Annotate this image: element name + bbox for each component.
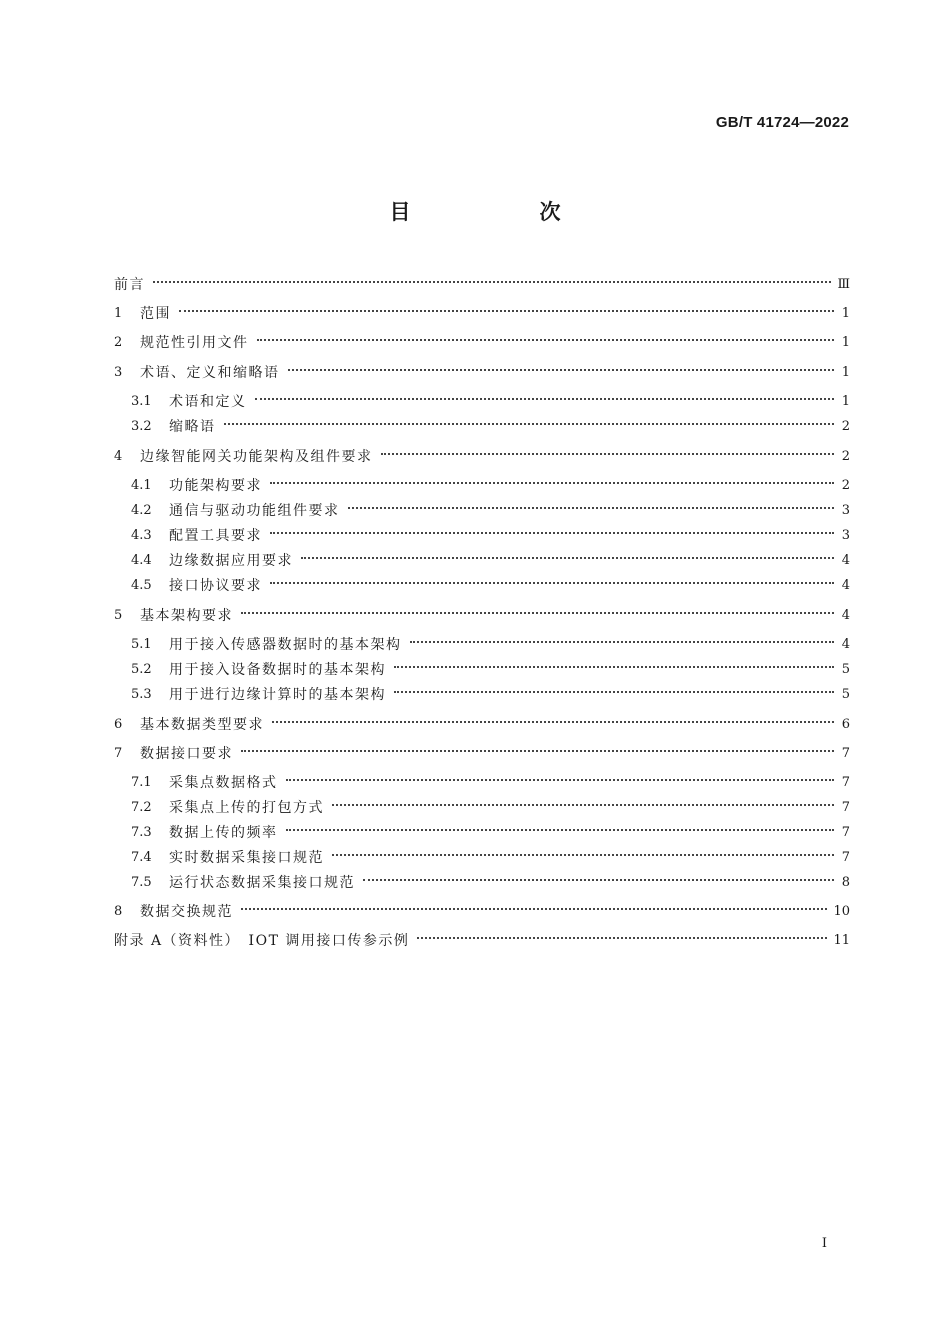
standard-number: GB/T 41724—2022 xyxy=(715,114,849,131)
toc-entry-label: 范围 xyxy=(140,306,171,322)
page-folio: Ⅰ xyxy=(821,1236,827,1251)
toc-entry-page: 2 xyxy=(841,418,850,434)
toc-entry-page: 4 xyxy=(841,577,850,593)
toc-entry-label: 用于接入设备数据时的基本架构 xyxy=(169,662,386,678)
toc-entry-4-2[interactable] xyxy=(131,498,850,522)
dot-leader xyxy=(272,721,834,723)
toc-entry-appendix-a[interactable] xyxy=(114,928,850,952)
toc-entry-page: 4 xyxy=(841,607,850,623)
toc-entry-7-4[interactable] xyxy=(131,845,850,869)
dot-leader xyxy=(224,423,835,425)
dot-leader xyxy=(301,557,834,559)
toc-entry-label: 采集点上传的打包方式 xyxy=(169,800,324,816)
toc-entry-number: 7.4 xyxy=(131,849,152,865)
toc-entry-page: 7 xyxy=(841,745,850,761)
dot-leader xyxy=(288,369,835,371)
dot-leader xyxy=(286,829,835,831)
toc-entry-5[interactable] xyxy=(114,603,850,627)
toc-entry-page: 7 xyxy=(841,849,850,865)
dot-leader xyxy=(270,582,834,584)
toc-entry-label: 采集点数据格式 xyxy=(169,775,278,791)
toc-entry-label: 数据上传的频率 xyxy=(169,825,278,841)
toc-entry-number: 1 xyxy=(114,305,123,321)
toc-entry-4[interactable] xyxy=(114,444,850,468)
dot-leader xyxy=(241,612,834,614)
dot-leader xyxy=(381,453,835,455)
toc-entry-label: 功能架构要求 xyxy=(169,478,262,494)
toc-entry-4-5[interactable] xyxy=(131,573,850,597)
toc-entry-label: 用于接入传感器数据时的基本架构 xyxy=(169,637,402,653)
toc-entry-label: 基本架构要求 xyxy=(140,608,233,624)
toc-entry-5-1[interactable] xyxy=(131,632,850,656)
toc-entry-label: 规范性引用文件 xyxy=(140,335,249,351)
toc-entry-1[interactable] xyxy=(114,301,850,325)
toc-entry-number: 5.2 xyxy=(131,661,152,677)
toc-entry-label: 术语、定义和缩略语 xyxy=(140,365,280,381)
dot-leader xyxy=(241,750,834,752)
toc-entry-number: 4.3 xyxy=(131,527,152,543)
toc-entry-number: 5 xyxy=(114,607,123,623)
toc-entry-label: 用于进行边缘计算时的基本架构 xyxy=(169,687,386,703)
toc-entry-number: 4.4 xyxy=(131,552,152,568)
page-title: 目 次 xyxy=(389,200,615,224)
toc-entry-number: 3.1 xyxy=(131,393,152,409)
toc-entry-label: 边缘智能网关功能架构及组件要求 xyxy=(140,449,373,465)
toc-entry-7-5[interactable] xyxy=(131,870,850,894)
toc-entry-page: 7 xyxy=(841,824,850,840)
dot-leader xyxy=(270,482,834,484)
toc-entry-number: 2 xyxy=(114,334,123,350)
dot-leader xyxy=(417,937,827,939)
toc-entry-8[interactable] xyxy=(114,899,850,923)
dot-leader xyxy=(394,666,834,668)
toc-entry-4-1[interactable] xyxy=(131,473,850,497)
toc-entry-number: 5.1 xyxy=(131,636,152,652)
toc-entry-page: 1 xyxy=(841,334,850,350)
toc-entry-label: 术语和定义 xyxy=(169,394,247,410)
toc-entry-label: 边缘数据应用要求 xyxy=(169,553,293,569)
dot-leader xyxy=(410,641,835,643)
toc-entry-page: 10 xyxy=(833,903,850,919)
toc-entry-page: 8 xyxy=(841,874,850,890)
toc-entry-3[interactable] xyxy=(114,360,850,384)
dot-leader xyxy=(241,908,827,910)
toc-entry-3-2[interactable] xyxy=(131,414,850,438)
toc-entry-6[interactable] xyxy=(114,712,850,736)
toc-entry-label: 基本数据类型要求 xyxy=(140,717,264,733)
toc-entry-7-3[interactable] xyxy=(131,820,850,844)
toc-entry-label: 运行状态数据采集接口规范 xyxy=(169,875,355,891)
dot-leader xyxy=(394,691,834,693)
toc-entry-5-2[interactable] xyxy=(131,657,850,681)
dot-leader xyxy=(179,310,834,312)
dot-leader xyxy=(332,804,834,806)
toc-entry-number: 6 xyxy=(114,716,123,732)
toc-entry-number: 4.2 xyxy=(131,502,152,518)
toc-entry-number: 3.2 xyxy=(131,418,152,434)
toc-entry-number: 4.5 xyxy=(131,577,152,593)
toc-entry-4-3[interactable] xyxy=(131,523,850,547)
toc-entry-label: 实时数据采集接口规范 xyxy=(169,850,324,866)
toc-entry-7-2[interactable] xyxy=(131,795,850,819)
dot-leader xyxy=(286,779,835,781)
toc-entry-number: 4.1 xyxy=(131,477,152,493)
toc-entry-page: 1 xyxy=(841,393,850,409)
toc-entry-page: 7 xyxy=(841,799,850,815)
toc-entry-5-3[interactable] xyxy=(131,682,850,706)
toc-entry-label: 附录 A（资料性） IOT 调用接口传参示例 xyxy=(114,933,410,949)
toc-entry-3-1[interactable] xyxy=(131,389,850,413)
toc-entry-page: 3 xyxy=(841,527,850,543)
toc-entry-page: 3 xyxy=(841,502,850,518)
dot-leader xyxy=(363,879,834,881)
dot-leader xyxy=(257,339,835,341)
toc-entry-label: 缩略语 xyxy=(169,419,216,435)
toc-entry-2[interactable] xyxy=(114,330,850,354)
toc-entry-page: 4 xyxy=(841,552,850,568)
toc-entry-number: 7.3 xyxy=(131,824,152,840)
toc-entry-4-4[interactable] xyxy=(131,548,850,572)
toc-entry-label: 前言 xyxy=(114,277,145,293)
toc-entry-page: 7 xyxy=(841,774,850,790)
toc-entry-7[interactable] xyxy=(114,741,850,765)
toc-entry-label: 接口协议要求 xyxy=(169,578,262,594)
dot-leader xyxy=(348,507,835,509)
toc-entry-label: 数据接口要求 xyxy=(140,746,233,762)
dot-leader xyxy=(153,281,831,283)
toc-entry-label: 配置工具要求 xyxy=(169,528,262,544)
toc-entry-page: 1 xyxy=(841,364,850,380)
dot-leader xyxy=(270,532,834,534)
toc-entry-page: 4 xyxy=(841,636,850,652)
toc-entry-number: 7 xyxy=(114,745,123,761)
toc-entry-label: 数据交换规范 xyxy=(140,904,233,920)
toc-entry-page: 5 xyxy=(841,686,850,702)
dot-leader xyxy=(332,854,834,856)
toc-entry-number: 3 xyxy=(114,364,123,380)
toc-entry-page: 6 xyxy=(841,716,850,732)
toc-entry-number: 7.1 xyxy=(131,774,152,790)
toc-entry-number: 7.5 xyxy=(131,874,152,890)
toc-entry-7-1[interactable] xyxy=(131,770,850,794)
toc-entry-number: 5.3 xyxy=(131,686,152,702)
toc-entry-number: 7.2 xyxy=(131,799,152,815)
toc-entry-page: 2 xyxy=(841,448,850,464)
toc-entry-page: 5 xyxy=(841,661,850,677)
toc-entry-foreword[interactable] xyxy=(114,272,850,296)
toc-entry-page: 2 xyxy=(841,477,850,493)
toc-entry-page: Ⅲ xyxy=(837,276,850,292)
toc-entry-page: 11 xyxy=(833,932,850,948)
toc-entry-label: 通信与驱动功能组件要求 xyxy=(169,503,340,519)
toc-entry-page: 1 xyxy=(841,305,850,321)
dot-leader xyxy=(255,398,835,400)
toc-entry-number: 8 xyxy=(114,903,123,919)
toc-entry-number: 4 xyxy=(114,448,123,464)
